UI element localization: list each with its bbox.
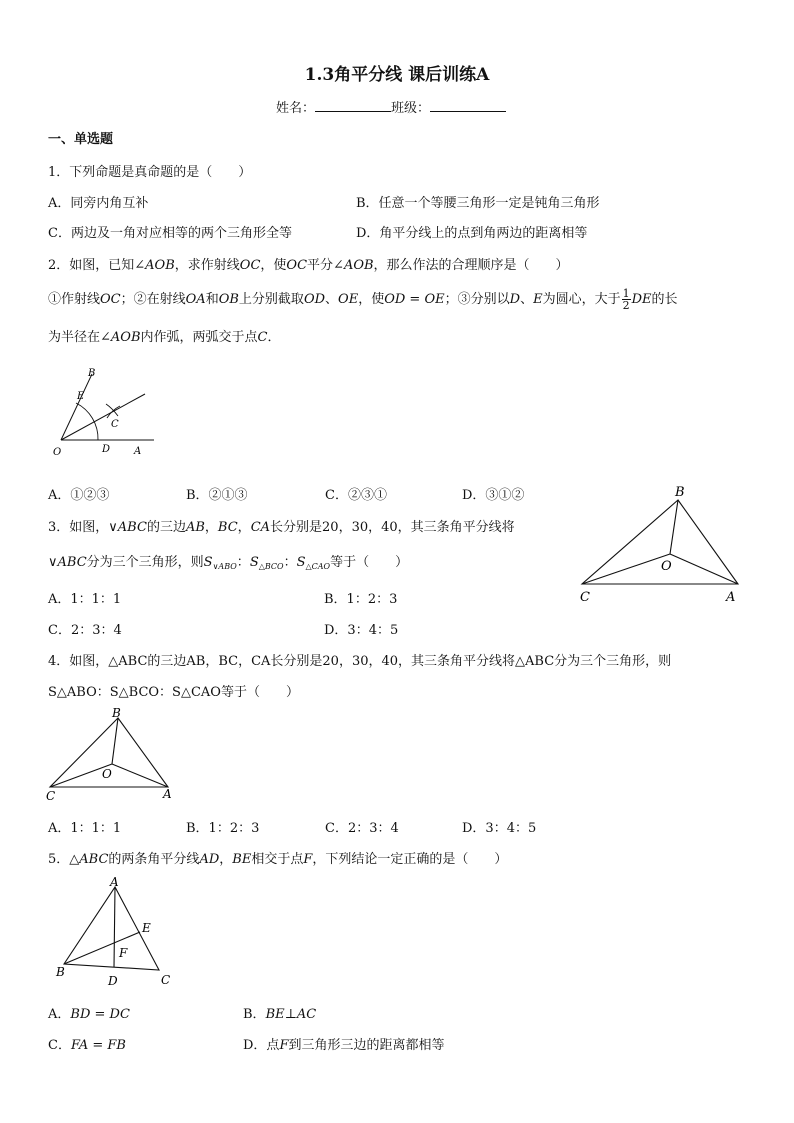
- q1-option-d: D．角平分线上的点到角两边的距离相等: [356, 226, 588, 241]
- q3-stem-line2: ∨ABC分为三个三角形，则$S_{\vee ABO}$：$S_{\triangle BCO}$：$S_{\triangle CAO}$等于（ ）: [48, 555, 409, 571]
- q2-option-a: A．①②③: [48, 488, 110, 503]
- q4-stem-line1: 4．如图，△ABC的三边AB，BC，CA长分别是20，30，40，其三条角平分线将△ABC分为三个三角形，则: [48, 654, 672, 669]
- fig1-label-d: D: [102, 444, 111, 455]
- fig1-label-o: O: [53, 447, 62, 458]
- figure-q3-triangle: [574, 480, 754, 606]
- figure-q5-triangle: [50, 872, 190, 992]
- page-title: 1.3角平分线 课后训练A: [304, 65, 490, 85]
- q2-steps-line2: 为半径在∠AOB内作弧，两弧交于点C．: [48, 330, 281, 345]
- q1-stem: 1．下列命题是真命题的是（ ）: [48, 165, 252, 180]
- q4-option-d: D．3：4：5: [462, 821, 537, 836]
- q2-option-d: D．③①②: [462, 488, 525, 503]
- fig3-label-a: A: [163, 787, 172, 801]
- class-blank: [430, 99, 506, 112]
- q2-stem: 2．如图，已知∠AOB，求作射线OC，使OC平分∠AOB，那么作法的合理顺序是（ ）: [48, 258, 569, 273]
- fig1-label-a: A: [134, 446, 142, 457]
- fig3-label-b: B: [112, 706, 121, 720]
- q5-option-d: D．点F到三角形三边的距离都相等: [243, 1038, 445, 1053]
- section-heading: 一、单选题: [48, 132, 114, 147]
- q3-option-c: C．2：3：4: [48, 623, 122, 638]
- q4-option-a: A．1：1：1: [48, 821, 122, 836]
- q2-option-c: C．②③①: [325, 488, 387, 503]
- class-label: 班级：: [391, 101, 431, 116]
- name-blank: [315, 99, 391, 112]
- q3-option-a: A．1：1：1: [48, 592, 122, 607]
- q5-option-b: B．BE⊥AC: [243, 1007, 317, 1022]
- q5-option-c: C．FA = FB: [48, 1038, 126, 1053]
- fig4-label-b: B: [56, 965, 65, 979]
- fig4-label-f: F: [119, 946, 128, 960]
- q4-option-c: C．2：3：4: [325, 821, 399, 836]
- q3-stem-line1: 3．如图，∨ABC的三边AB，BC，CA长分别是20，30，40，其三条角平分线将: [48, 520, 515, 535]
- q1-option-b: B．任意一个等腰三角形一定是钝角三角形: [356, 196, 600, 211]
- q1-option-a: A．同旁内角互补: [48, 196, 149, 211]
- fig2-label-b: B: [675, 485, 685, 500]
- fig2-label-c: C: [580, 590, 590, 605]
- name-class-line: [276, 97, 506, 116]
- fig4-label-c: C: [161, 973, 171, 987]
- fig4-label-a: A: [110, 875, 119, 889]
- name-label: 姓名：: [276, 101, 316, 116]
- fig1-label-b: B: [88, 368, 96, 379]
- q3-option-b: B．1：2：3: [324, 592, 398, 607]
- fig3-label-c: C: [46, 789, 56, 803]
- q1-option-c: C．两边及一角对应相等的两个三角形全等: [48, 226, 292, 241]
- q5-option-a: A．BD = DC: [48, 1007, 130, 1022]
- fig2-label-o: O: [661, 559, 672, 574]
- figure-angle-construction: [48, 360, 168, 460]
- fig1-label-e: E: [77, 391, 85, 402]
- q4-stem-line2: S△ABO：S△BCO：S△CAO等于（ ）: [48, 685, 299, 700]
- fig4-label-e: E: [142, 921, 151, 935]
- figure-q4-triangle: [44, 704, 184, 804]
- q4-option-b: B．1：2：3: [186, 821, 260, 836]
- fig1-label-c: C: [111, 419, 119, 430]
- fig3-label-o: O: [102, 767, 112, 781]
- q5-stem: 5．△ABC的两条角平分线AD，BE相交于点F，下列结论一定正确的是（ ）: [48, 852, 508, 867]
- q2-option-b: B．②①③: [186, 488, 248, 503]
- q2-steps-line1: ①作射线OC；②在射线OA和OB上分别截取OD、OE，使OD = OE；③分别以D、E为圆心，大于 $\frac{1}{2}$ DE的长: [48, 287, 678, 312]
- q3-option-d: D．3：4：5: [324, 623, 399, 638]
- fraction-half: $\frac{1}{2}$: [622, 287, 630, 312]
- fig4-label-d: D: [108, 974, 118, 988]
- fig2-label-a: A: [726, 590, 736, 605]
